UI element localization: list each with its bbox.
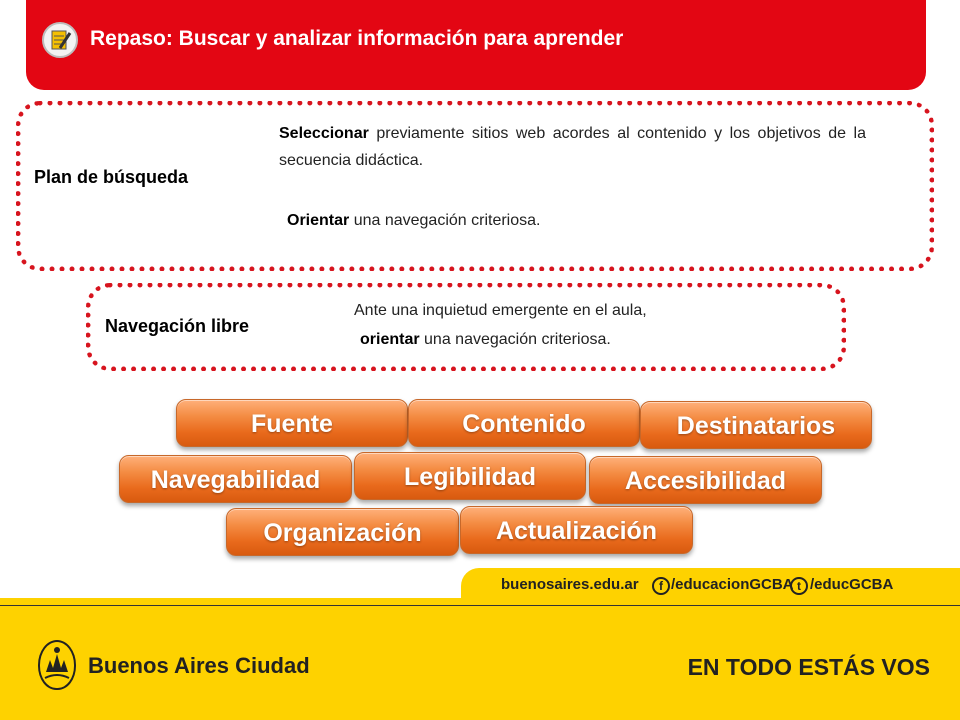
title-bar	[26, 0, 926, 90]
slogan: EN TODO ESTÁS VOS	[687, 654, 930, 680]
plan-busqueda-label: Plan de búsqueda	[34, 167, 189, 187]
criterion-fuente-button[interactable]: Fuente	[176, 399, 408, 447]
criterion-navegabilidad-button[interactable]: Navegabilidad	[119, 455, 352, 503]
libre-line2-bold: orientar	[360, 331, 420, 348]
twitter-icon: t	[790, 577, 808, 595]
page-title: Repaso: Buscar y analizar información para aprender	[90, 27, 624, 50]
plan-p2-bold: Orientar	[287, 212, 350, 229]
twitter-link[interactable]: /educGCBA	[810, 576, 894, 593]
criterion-legibilidad-button[interactable]: Legibilidad	[354, 452, 586, 500]
criterion-accesibilidad-button[interactable]: Accesibilidad	[589, 456, 822, 504]
criterion-destinatarios-button[interactable]: Destinatarios	[640, 401, 872, 449]
plan-paragraph-1	[279, 120, 866, 174]
plan-p1-rest: previamente sitios web acordes al contenido y los objetivos de la secuencia didáctica.	[279, 125, 866, 169]
libre-line-1: Ante una inquietud emergente en el aula,	[354, 302, 647, 319]
plan-p2-rest: una navegación criteriosa.	[349, 212, 541, 229]
footer-divider	[0, 605, 960, 606]
notepad-pencil-icon	[42, 22, 78, 58]
criterion-actualizacion-button[interactable]: Actualización	[460, 506, 693, 554]
city-name: Buenos Aires Ciudad	[88, 653, 310, 678]
libre-line-2	[360, 326, 611, 354]
libre-line2-rest: una navegación criteriosa.	[419, 331, 611, 348]
facebook-icon: f	[652, 577, 670, 595]
criterion-contenido-button[interactable]: Contenido	[408, 399, 640, 447]
site-link[interactable]: buenosaires.edu.ar	[501, 576, 639, 593]
plan-p1-bold: Seleccionar	[279, 125, 369, 142]
plan-paragraph-2	[287, 207, 540, 234]
navegacion-libre-label: Navegación libre	[105, 316, 250, 336]
social-links-bar	[461, 568, 960, 604]
facebook-link[interactable]: /educacionGCBA	[671, 576, 794, 593]
criterion-organizacion-button[interactable]: Organización	[226, 508, 459, 556]
city-seal-icon	[38, 640, 76, 690]
